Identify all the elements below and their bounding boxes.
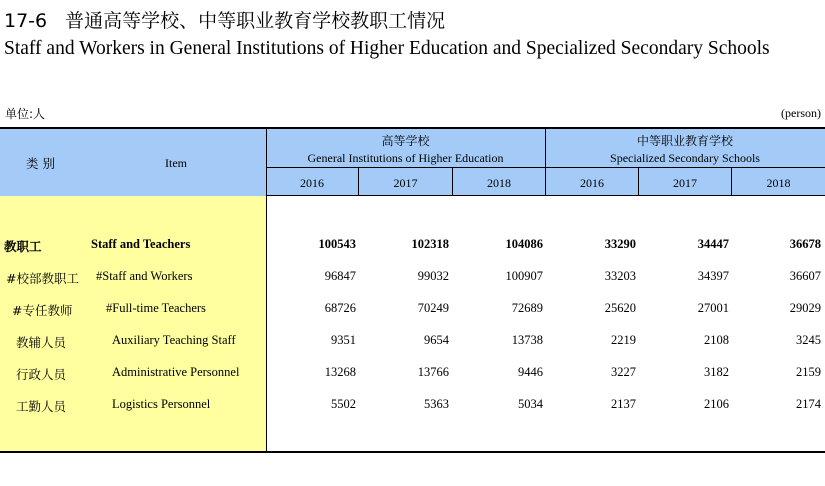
group2-label-english: Specialized Secondary Schools <box>610 151 760 165</box>
value-cell: 9446 <box>518 365 543 379</box>
year-header: 2016 <box>580 176 604 190</box>
value-cell: 2106 <box>704 397 729 411</box>
header-item-label: Item <box>165 156 187 170</box>
year-row-divider <box>266 167 825 168</box>
value-cell: 100907 <box>505 269 543 283</box>
group1-label-chinese: 高等学校 <box>381 134 430 148</box>
value-cell: 70249 <box>417 301 449 315</box>
row-label-chinese: 教辅人员 <box>16 335 67 350</box>
table-row <box>0 237 825 257</box>
row-label-english: Auxiliary Teaching Staff <box>112 333 236 347</box>
value-cell: 3227 <box>611 365 636 379</box>
value-cell: 104086 <box>505 237 543 251</box>
value-cell: 36678 <box>789 237 821 251</box>
value-cell: 3182 <box>704 365 729 379</box>
value-cell: 13766 <box>417 365 449 379</box>
group2-label-chinese: 中等职业教育学校 <box>636 134 733 148</box>
value-cell: 68726 <box>324 301 356 315</box>
row-label-chinese: 行政人员 <box>16 367 67 382</box>
value-cell: 2174 <box>796 397 821 411</box>
row-label-chinese: 工勤人员 <box>16 399 67 414</box>
value-cell: 29029 <box>789 301 821 315</box>
row-label-english: #Full-time Teachers <box>106 301 206 315</box>
value-cell: 5502 <box>331 397 356 411</box>
staff-table <box>0 127 825 453</box>
value-cell: 9351 <box>331 333 356 347</box>
value-cell: 13268 <box>324 365 356 379</box>
unit-label-chinese: 单位:人 <box>5 107 46 121</box>
value-cell: 2159 <box>796 365 821 379</box>
value-cell: 33203 <box>604 269 636 283</box>
value-cell: 5034 <box>518 397 543 411</box>
value-cell: 72689 <box>511 301 543 315</box>
row-label-english: Staff and Teachers <box>91 237 191 251</box>
group1-label-english: General Institutions of Higher Education <box>307 151 504 165</box>
table-row <box>0 397 825 417</box>
title-chinese-text: 普通高等学校、中等职业教育学校教职工情况 <box>65 10 446 32</box>
row-label-english: Logistics Personnel <box>112 397 211 411</box>
year-header: 2016 <box>300 176 324 190</box>
table-row <box>0 301 825 321</box>
value-cell: 2137 <box>611 397 636 411</box>
year-header: 2018 <box>766 176 791 190</box>
year-header: 2018 <box>487 176 511 190</box>
value-cell: 33290 <box>604 237 636 251</box>
value-cell: 36607 <box>789 269 821 283</box>
value-cell: 13738 <box>511 333 543 347</box>
value-cell: 100543 <box>318 237 356 251</box>
row-label-english: #Staff and Workers <box>96 269 193 283</box>
table-bottom-rule <box>0 451 825 453</box>
table-top-rule <box>0 127 825 129</box>
value-cell: 34447 <box>697 237 729 251</box>
value-cell: 99032 <box>417 269 449 283</box>
value-cell: 3245 <box>796 333 821 347</box>
table-row <box>0 365 825 385</box>
year-header: 2017 <box>673 176 697 190</box>
row-label-chinese: #校部教职工 <box>6 271 79 286</box>
value-cell: 5363 <box>424 397 449 411</box>
row-label-english: Administrative Personnel <box>112 365 240 379</box>
table-row <box>0 269 825 289</box>
value-cell: 34397 <box>697 269 729 283</box>
value-cell: 27001 <box>697 301 729 315</box>
table-number: 17-6 <box>4 10 48 32</box>
unit-label-english: (person) <box>781 106 821 120</box>
row-label-chinese: #专任教师 <box>12 303 73 318</box>
table-row <box>0 333 825 353</box>
value-cell: 102318 <box>411 237 449 251</box>
value-cell: 2108 <box>704 333 729 347</box>
header-bottom-divider <box>266 195 825 196</box>
header-category-label: 类 别 <box>26 156 55 171</box>
value-cell: 9654 <box>424 333 449 347</box>
page-title-english: Staff and Workers in General Institutions of Higher Education and Specialized Secondary Schools <box>4 38 770 59</box>
year-header: 2017 <box>393 176 418 190</box>
row-label-chinese: 教职工 <box>4 239 42 254</box>
value-cell: 2219 <box>611 333 636 347</box>
value-cell: 25620 <box>604 301 636 315</box>
page-title-chinese <box>4 6 445 33</box>
value-cell: 96847 <box>324 269 356 283</box>
